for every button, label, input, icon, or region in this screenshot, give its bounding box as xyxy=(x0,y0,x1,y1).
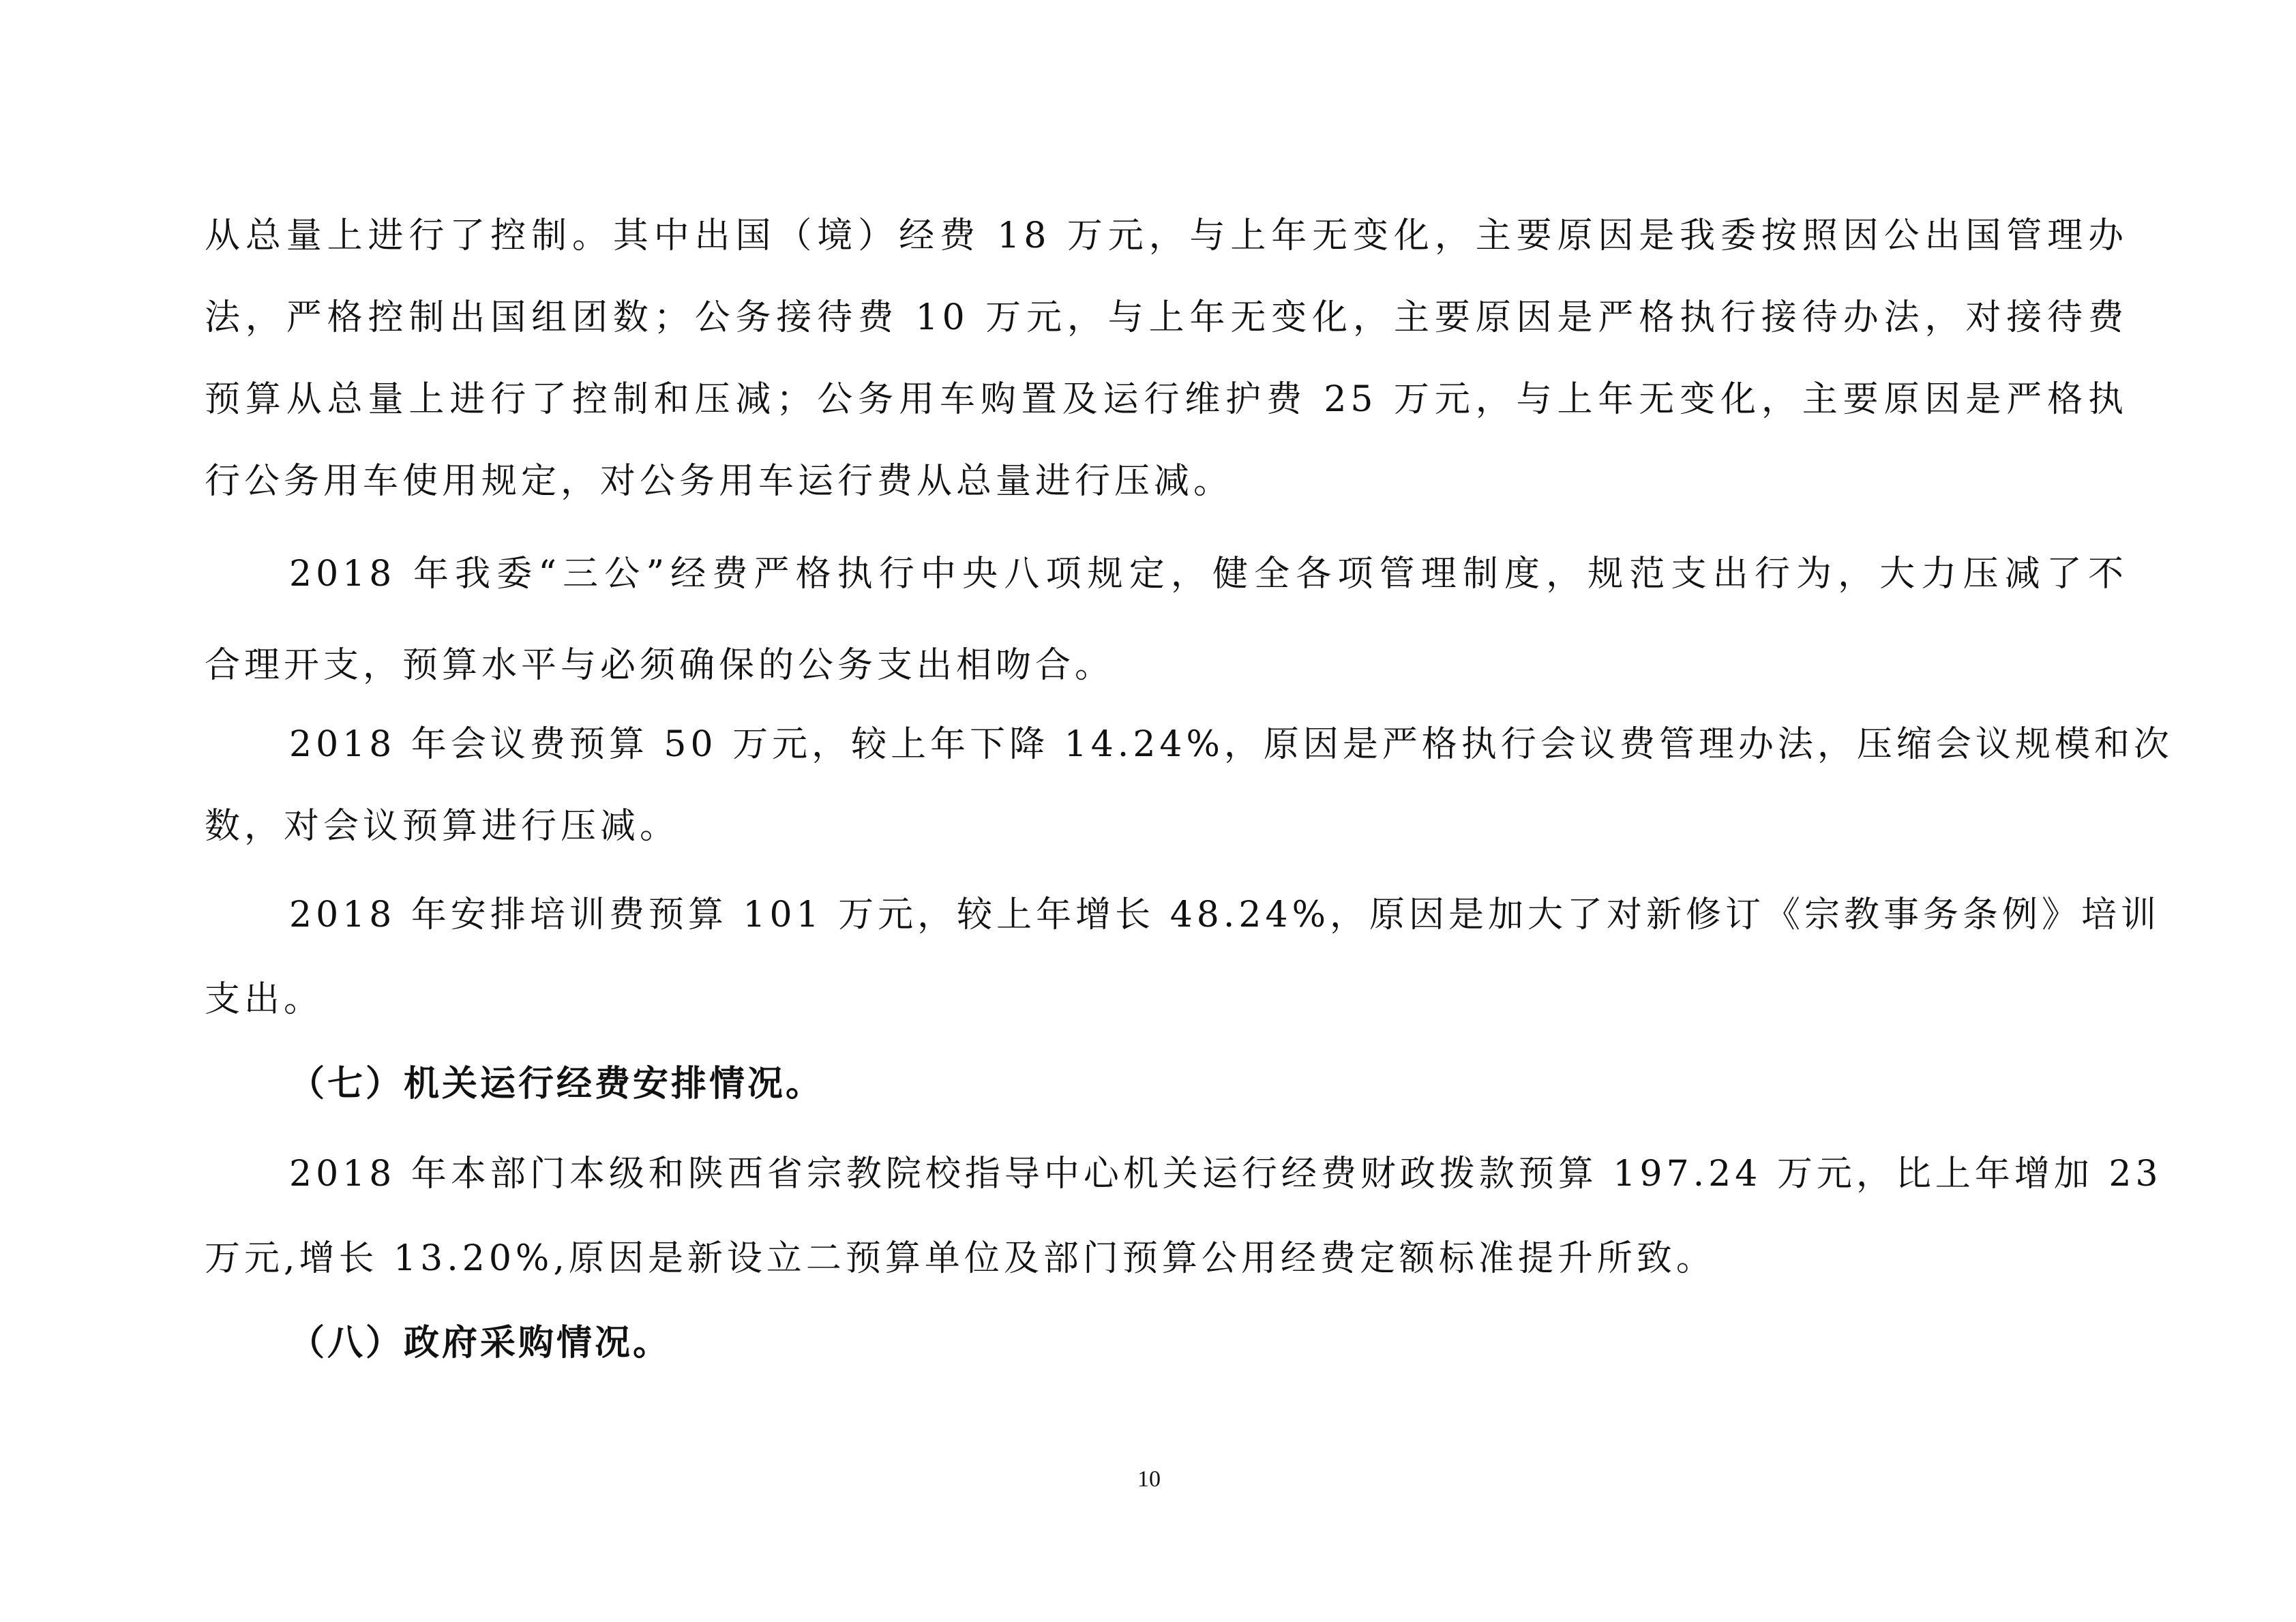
paragraph-line: 2018 年本部门本级和陕西省宗教院校指导中心机关运行经费财政拨款预算 197.24 万元，比上年增加 23 xyxy=(289,1154,2162,1195)
paragraph-line: 行公务用车使用规定，对公务用车运行费从总量进行压减。 xyxy=(205,461,1234,502)
section-heading: （七）机关运行经费安排情况。 xyxy=(289,1064,824,1105)
paragraph-line: 2018 年安排培训费预算 101 万元，较上年增长 48.24%，原因是加大了对新修订《宗教事务条例》培训 xyxy=(289,895,2160,935)
page-number: 10 xyxy=(1137,1467,1161,1492)
section-heading: （八）政府采购情况。 xyxy=(289,1323,672,1364)
paragraph-line: 法，严格控制出国组团数；公务接待费 10 万元，与上年无变化，主要原因是严格执行接待办法，对接待费 xyxy=(205,297,2128,338)
paragraph-line: 万元,增长 13.20%,原因是新设立二预算单位及部门预算公用经费定额标准提升所致。 xyxy=(205,1238,1716,1279)
paragraph-line: 合理开支，预算水平与必须确保的公务支出相吻合。 xyxy=(205,645,1115,686)
paragraph-line: 从总量上进行了控制。其中出国（境）经费 18 万元，与上年无变化，主要原因是我委按照因公出国管理办 xyxy=(205,215,2128,256)
paragraph-line: 预算从总量上进行了控制和压减；公务用车购置及运行维护费 25 万元，与上年无变化，主要原因是严格执 xyxy=(205,379,2128,420)
paragraph-line: 2018 年我委“三公”经费严格执行中央八项规定，健全各项管理制度，规范支出行为，大力压减了不 xyxy=(289,554,2128,595)
paragraph-line: 支出。 xyxy=(205,979,324,1020)
paragraph-line: 数，对会议预算进行压减。 xyxy=(205,806,680,847)
paragraph-line: 2018 年会议费预算 50 万元，较上年下降 14.24%，原因是严格执行会议费管理办法，压缩会议规模和次 xyxy=(289,724,2173,765)
